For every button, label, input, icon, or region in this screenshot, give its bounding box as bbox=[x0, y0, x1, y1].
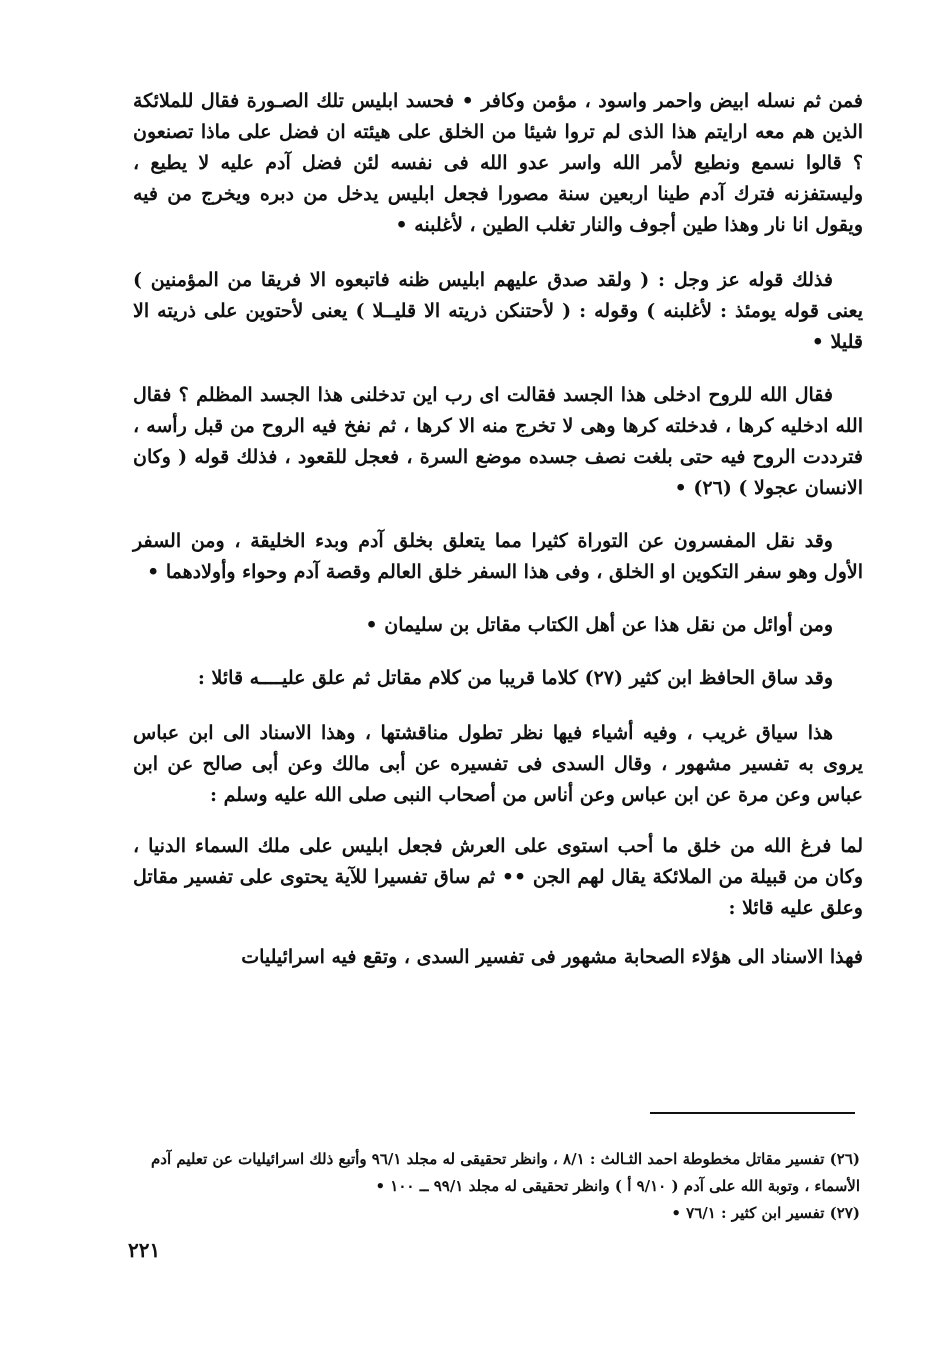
paragraph-1: فمن ثم نسله ابيض واحمر واسود ، مؤمن وكافر • فحسد ابليس تلك الصـورة فقال للملائكة الذين هم معه ارايتم هذا الذى لم تروا شيئا من الخلق على هيئته ان فضل على ماذا تصنعون ؟ قالوا نسمع ونطيع لأمر الله واسر عدو الله فى نفسه لئن فضل آدم عليه لا يطيع ، وليستفزنه فترك آدم طينا اربعين سنة مصورا فجعل ابليس يدخل من دبره ويخرج من فيه ويقول انا نار وهذا طين أجوف والنار تغلب الطين ، لأغلبنه • bbox=[133, 90, 863, 236]
paragraph-6: وقد ساق الحافظ ابن كثير (٢٧) كلاما قريبا من كلام مقاتل ثم علق عليــــه قائلا : bbox=[197, 667, 833, 689]
paragraph-9: فهذا الاسناد الى هؤلاء الصحابة مشهور فى تفسير السدى ، وتقع فيه اسرائيليات bbox=[241, 946, 863, 968]
footnote-27: (٢٧) تفسير ابن كثير : ٧٦/١ • bbox=[671, 1204, 860, 1222]
paragraph-4: وقد نقل المفسرون عن التوراة كثيرا مما يتعلق بخلق آدم وبدء الخليقة ، ومن السفر الأول وهو سفر التكوين او الخلق ، وفى هذا السفر خلق العالم وقصة آدم وحواء وأولادهما • bbox=[133, 530, 863, 583]
page-number: ٢٢١ bbox=[128, 1238, 161, 1262]
paragraph-2: فذلك قوله عز وجل : ( ولقد صدق عليهم ابليس ظنه فاتبعوه الا فريقا من المؤمنين ) يعنى قوله يومئذ : لأغلبنه ) وقوله : ( لأحتنكن ذريته الا قليــلا ) يعنى لأحتوين على ذريته الا قليلا • bbox=[133, 269, 863, 353]
paragraph-7: هذا سياق غريب ، وفيه أشياء فيها نظر تطول مناقشتها ، وهذا الاسناد الى ابن عباس يروى به تفسير مشهور ، وقال السدى فى تفسيره عن أبى مالك وعن أبى صالح عن ابن عباس وعن مرة عن ابن عباس وعن أناس من أصحاب النبى صلى الله عليه وسلم : bbox=[133, 722, 863, 806]
footnote-divider bbox=[650, 1112, 855, 1114]
paragraph-5: ومن أوائل من نقل هذا عن أهل الكتاب مقاتل بن سليمان • bbox=[365, 614, 833, 636]
footnote-26: (٢٦) تفسير مقاتل مخطوطة احمد الثـالث : ٨/١ ، وانظر تحقيقى له مجلد ٩٦/١ وأتبع ذلك اسرائيليات عن تعليم آدم الأسماء ، وتوبة الله على آدم ( ٩/١٠ أ ) وانظر تحقيقى له مجلد ٩٩/١ ــ ١٠٠ • bbox=[151, 1150, 860, 1195]
footnotes bbox=[120, 1146, 860, 1227]
paragraph-8: لما فرغ الله من خلق ما أحب استوى على العرش فجعل ابليس على ملك السماء الدنيا ، وكان من قبيلة من الملائكة يقال لهم الجن •• ثم ساق تفسيرا للآية يحتوى على تفسير مقاتل وعلق عليه قائلا : bbox=[133, 835, 863, 919]
paragraph-3: فقال الله للروح ادخلى هذا الجسد فقالت اى رب اين تدخلنى هذا الجسد المظلم ؟ فقال الله ادخليه كرها ، فدخلته كرها وهى لا تخرج منه الا كرها ، ثم نفخ فيه الروح من قبل رأسه ، فترددت الروح فيه حتى بلغت نصف جسده موضع السرة ، فعجل للقعود ، فذلك قوله ( وكان الانسان عجولا ) (٢٦) • bbox=[133, 384, 863, 499]
page-body bbox=[133, 86, 863, 973]
